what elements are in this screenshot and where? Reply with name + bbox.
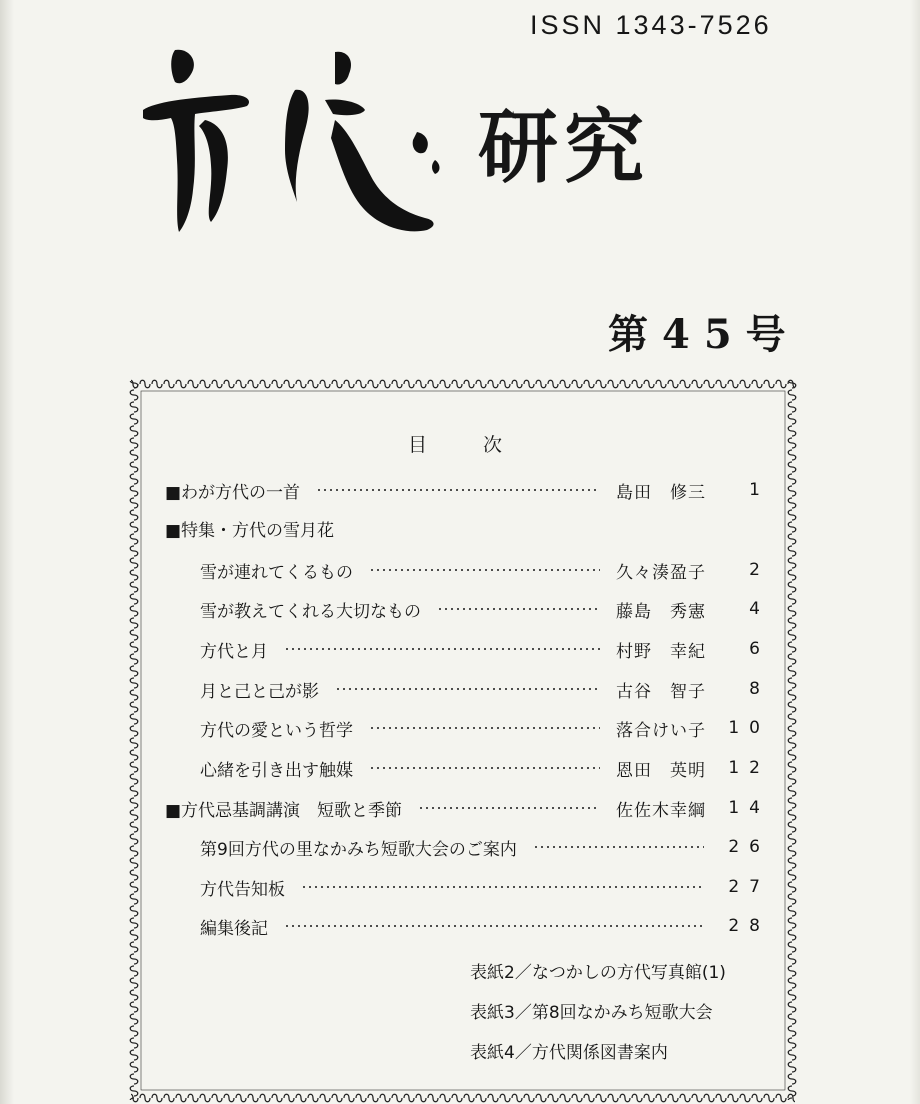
toc-entry-6 — [200, 713, 770, 743]
toc-entry-author: 村野 幸紀 — [616, 641, 706, 662]
toc-entry-author: 島田 修三 — [616, 482, 706, 503]
toc-entry-author: 久々湊盈子 — [616, 562, 706, 583]
dot-leader — [418, 807, 600, 809]
toc-entry-title: 雪が連れてくるもの — [200, 562, 353, 583]
dot-leader — [284, 648, 600, 650]
dot-leader — [369, 767, 600, 769]
toc-entry-author: 佐佐木幸綱 — [616, 800, 706, 821]
toc-entry-10 — [200, 872, 770, 902]
toc-entry-page: 10 — [728, 718, 770, 738]
toc-entry-2 — [200, 555, 770, 585]
toc-entry-0 — [165, 475, 770, 505]
toc-entry-11 — [200, 911, 770, 941]
cover-note-3: 表紙3／第8回なかみち短歌大会 — [470, 1003, 713, 1023]
cover-note-4: 表紙4／方代関係図書案内 — [470, 1043, 668, 1063]
toc-entry-page: 14 — [728, 798, 770, 818]
toc-entry-title: 方代告知板 — [200, 879, 285, 900]
toc-entry-page: 27 — [728, 877, 770, 897]
dot-leader — [284, 925, 704, 927]
page-edge-shadow — [0, 0, 14, 1104]
toc-entry-author: 恩田 英明 — [616, 760, 706, 781]
toc-entry-title: 第9回方代の里なかみち短歌大会のご案内 — [200, 839, 517, 860]
toc-section-title: ■特集・方代の雪月花 — [165, 520, 335, 541]
toc-entry-3 — [200, 594, 770, 624]
toc-entry-9 — [200, 832, 770, 862]
calligraphy-logo — [135, 40, 465, 240]
dot-leader — [335, 688, 600, 690]
toc-entry-page: 4 — [749, 599, 770, 619]
title-suffix: 研究 — [478, 101, 650, 194]
toc-entry-1 — [165, 513, 760, 543]
toc-entry-page: 2 — [749, 560, 770, 580]
toc-entry-page: 6 — [749, 639, 770, 659]
toc-entry-title: 心緒を引き出す触媒 — [200, 760, 353, 781]
toc-entry-author: 古谷 智子 — [616, 681, 706, 702]
toc-entry-page: 1 — [749, 480, 770, 500]
cover-note-2: 表紙2／なつかしの方代写真館(1) — [470, 963, 726, 983]
toc-entry-5 — [200, 674, 770, 704]
toc-entry-page: 8 — [749, 679, 770, 699]
dot-leader — [533, 846, 704, 848]
issn-number: ISSN 1343-7526 — [530, 10, 772, 40]
dot-leader — [316, 489, 600, 491]
toc-entry-page: 26 — [728, 837, 770, 857]
toc-entry-title: 雪が教えてくれる大切なもの — [200, 601, 421, 622]
toc-entry-title: ■方代忌基調講演 短歌と季節 — [165, 800, 403, 821]
toc-entry-title: 編集後記 — [200, 918, 268, 939]
toc-entry-page: 12 — [728, 758, 770, 778]
toc-entry-author: 落合けい子 — [616, 720, 706, 741]
toc-entry-8 — [165, 793, 770, 823]
dot-leader — [369, 727, 600, 729]
toc-entry-title: 方代と月 — [200, 641, 268, 662]
dot-leader — [437, 608, 600, 610]
page-edge-shadow-right — [910, 0, 920, 1104]
toc-entry-title: 月と己と己が影 — [200, 681, 319, 702]
toc-entry-title: 方代の愛という哲学 — [200, 720, 353, 741]
toc-entry-4 — [200, 634, 770, 664]
toc-entry-page: 28 — [728, 916, 770, 936]
dot-leader — [369, 569, 600, 571]
toc-entry-author: 藤島 秀憲 — [616, 601, 706, 622]
issue-number: 第45号 — [608, 311, 800, 358]
dot-leader — [301, 886, 704, 888]
toc-entry-title: ■わが方代の一首 — [165, 482, 301, 503]
toc-entry-7 — [200, 753, 770, 783]
toc-heading: 目次 — [408, 434, 559, 456]
